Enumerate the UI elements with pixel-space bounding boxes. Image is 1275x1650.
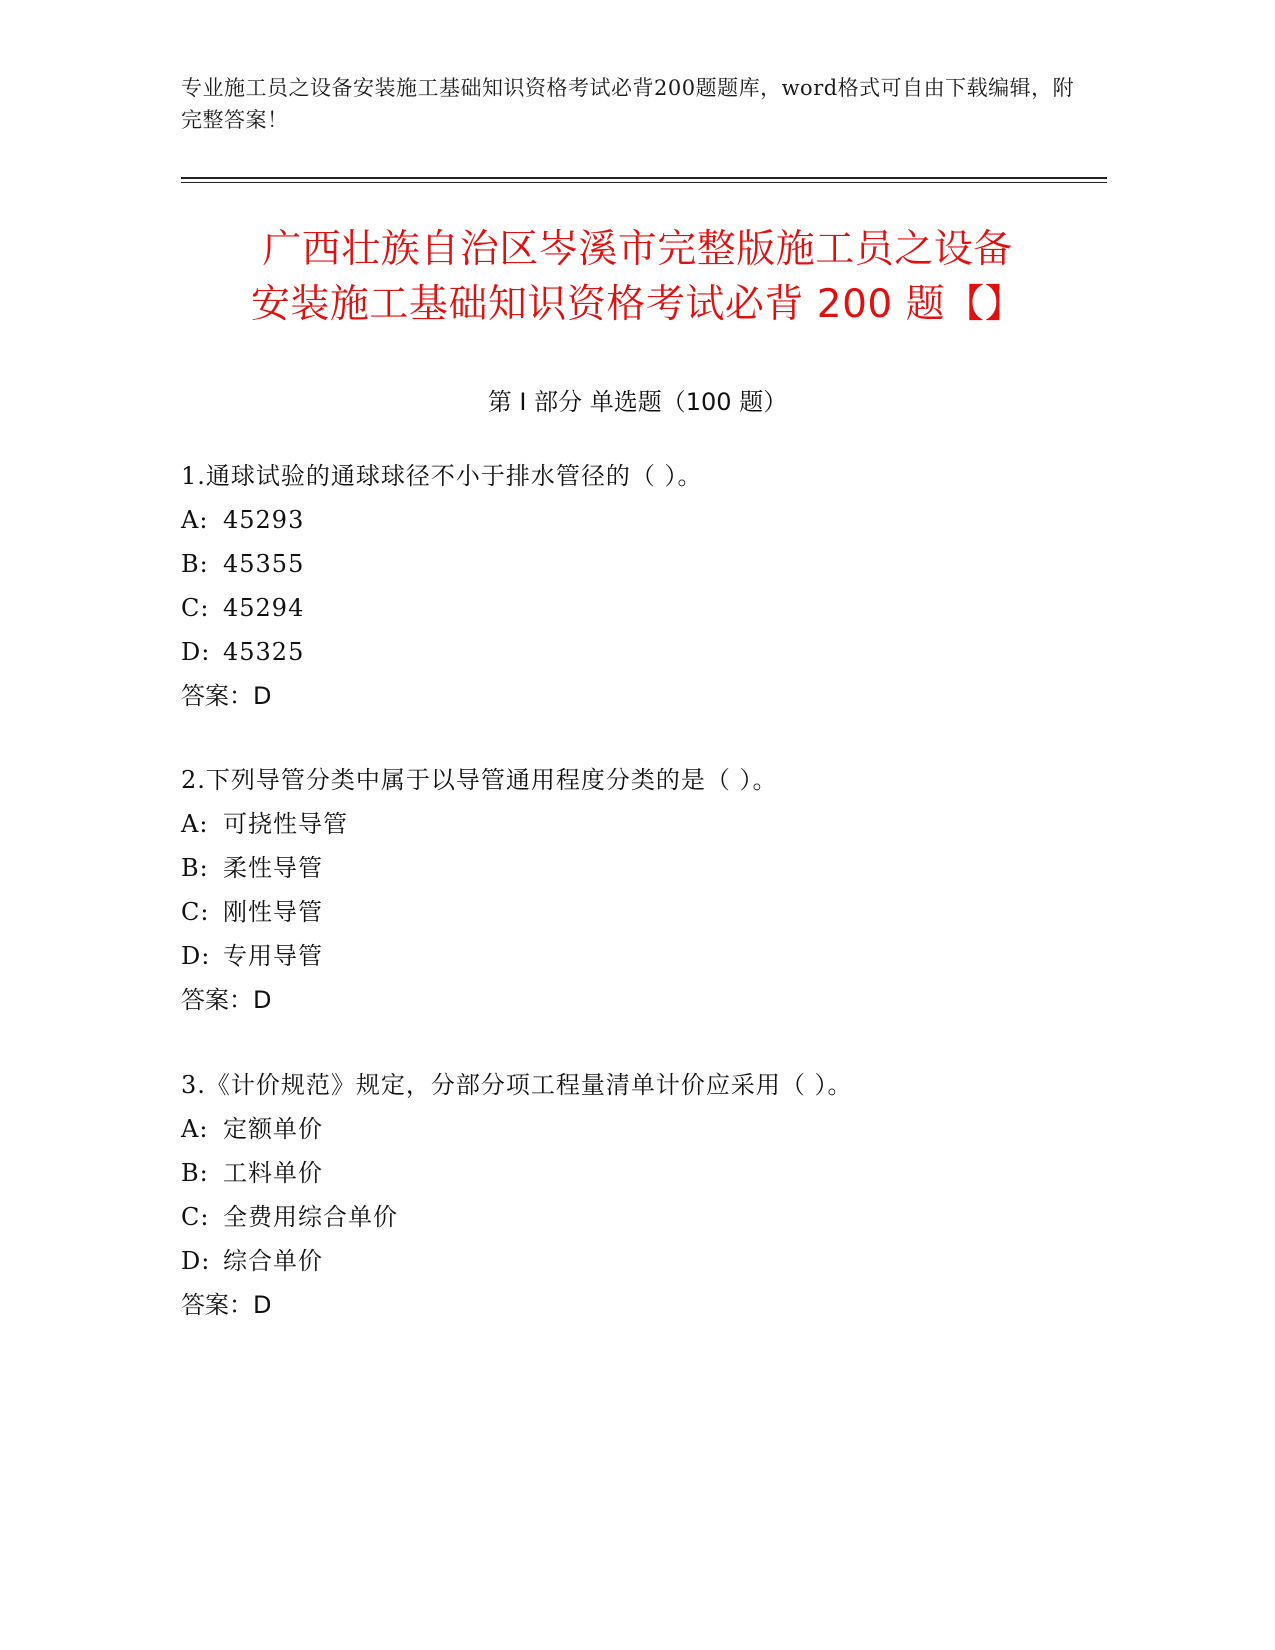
section-heading: 第 I 部分 单选题（100 题）	[487, 388, 788, 416]
option-text: 柔性导管	[223, 854, 323, 882]
option-key: C:	[181, 898, 210, 926]
option-c	[181, 586, 1121, 630]
question-block	[181, 1063, 1121, 1327]
answer-line: 答案：D	[181, 682, 272, 710]
option-key: B:	[181, 1159, 209, 1187]
answer-line: 答案：D	[181, 1291, 272, 1319]
option-c	[181, 1195, 1121, 1239]
option-d	[181, 934, 1121, 978]
question-stem: 3.《计价规范》规定，分部分项工程量清单计价应采用（ ）。	[181, 1071, 853, 1099]
option-text: 45325	[223, 638, 305, 666]
option-key: B:	[181, 550, 209, 578]
option-key: A:	[181, 506, 209, 534]
title-line-1: 广西壮族自治区岑溪市完整版施工员之设备	[262, 227, 1013, 272]
option-text: 综合单价	[223, 1247, 323, 1275]
option-a	[181, 802, 1121, 846]
question-block	[181, 454, 1121, 718]
option-text: 全费用综合单价	[223, 1203, 398, 1231]
option-b	[181, 542, 1121, 586]
question-block	[181, 758, 1121, 1022]
option-key: C:	[181, 594, 210, 622]
header-rule-thin	[181, 182, 1107, 183]
option-a	[181, 498, 1121, 542]
option-key: D:	[181, 638, 211, 666]
header-rule-thick	[181, 177, 1107, 179]
option-key: B:	[181, 854, 209, 882]
option-d	[181, 1239, 1121, 1283]
option-text: 45294	[223, 594, 305, 622]
answer-line: 答案：D	[181, 986, 272, 1014]
option-key: C:	[181, 1203, 210, 1231]
question-stem: 2.下列导管分类中属于以导管通用程度分类的是（ ）。	[181, 766, 778, 794]
option-c	[181, 890, 1121, 934]
option-text: 定额单价	[223, 1115, 323, 1143]
option-text: 45355	[223, 550, 305, 578]
option-text: 可挠性导管	[223, 810, 348, 838]
option-text: 专用导管	[223, 942, 323, 970]
option-key: D:	[181, 1247, 211, 1275]
option-d	[181, 630, 1121, 674]
question-stem: 1.通球试验的通球球径不小于排水管径的（ ）。	[181, 462, 703, 490]
option-b	[181, 846, 1121, 890]
option-text: 45293	[223, 506, 305, 534]
option-key: A:	[181, 1115, 209, 1143]
option-key: A:	[181, 810, 209, 838]
option-key: D:	[181, 942, 211, 970]
option-text: 工料单价	[223, 1159, 323, 1187]
option-a	[181, 1107, 1121, 1151]
option-text: 刚性导管	[223, 898, 323, 926]
title-line-2: 安装施工基础知识资格考试必背 200 题【】	[250, 282, 1025, 327]
header-note: 专业施工员之设备安装施工基础知识资格考试必背200题题库，word格式可自由下载编辑，附完整答案！	[181, 76, 1075, 132]
document-title	[150, 222, 1125, 332]
option-b	[181, 1151, 1121, 1195]
